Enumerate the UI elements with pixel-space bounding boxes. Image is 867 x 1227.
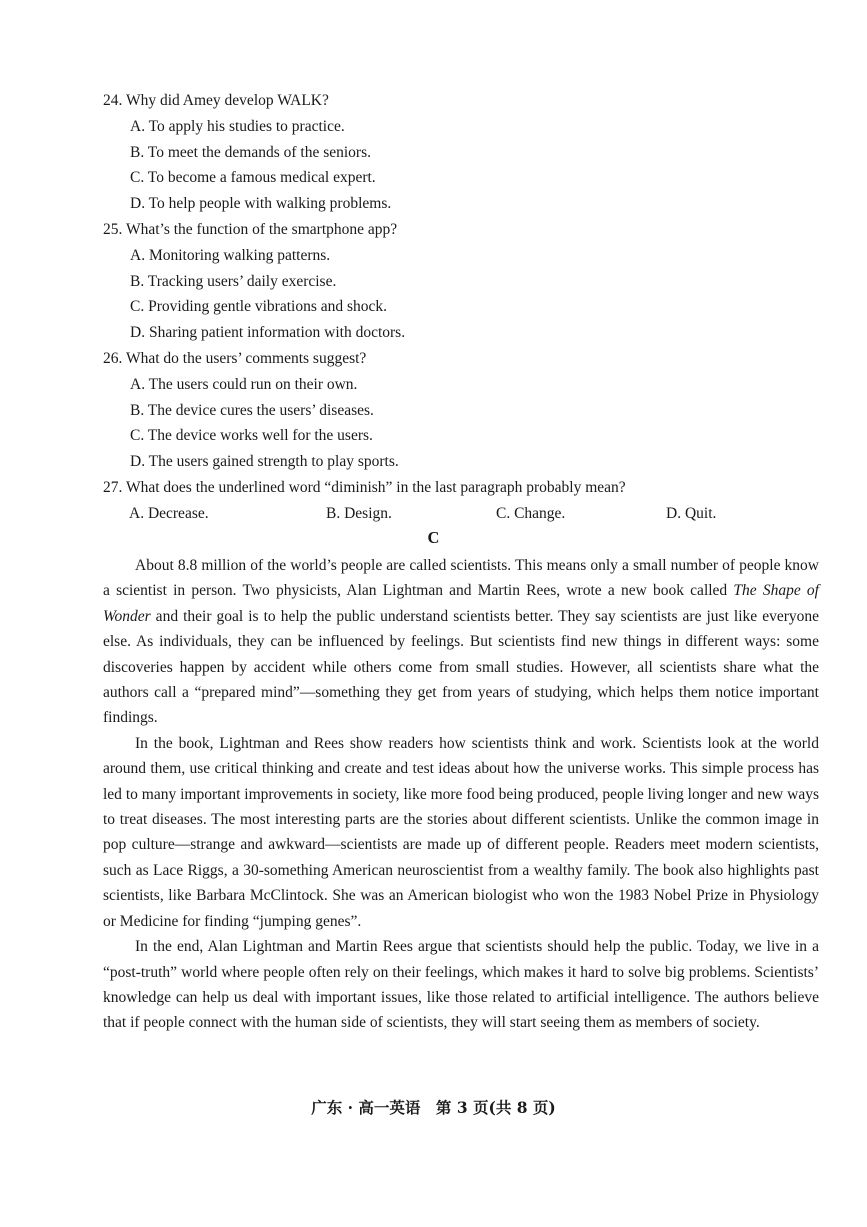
question-stem: 24. Why did Amey develop WALK?	[103, 92, 329, 109]
reading-passage	[103, 553, 819, 1036]
paragraph-2: In the book, Lightman and Rees show readers how scientists think and work. Scientists look at the world around them, use critical thinking and create and test ideas about how the universe works. This simple process has led to many important improvements in society, like more food being produced, people living longer and new ways to treat diseases. The most interesting parts are the stories about different scientists. Unlike the common image in pop culture—strange and awkward—scientists are made up of different people. Readers meet modern scientists, such as Lace Riggs, a 30-something American neuroscientist from a wealthy family. The book also highlights past scientists, like Barbara McClintock. She was an American biologist who won the 1983 Nobel Prize in Physiology or Medicine for finding “jumping genes”.	[103, 734, 819, 930]
option-a: A. Decrease.	[129, 504, 209, 522]
option-row	[103, 501, 823, 527]
book-title: The Shape of Wonder	[103, 582, 819, 625]
option-d: D. The users gained strength to play sports.	[130, 453, 399, 471]
paragraph-text: and their goal is to help the public understand scientists better. They say scientists are just like everyone else. As individuals, they can be influenced by feelings. But scientists find new things in different ways: some discoveries happen by accident while others come from small studies. However, all scientists share what the authors call a “prepared mind”—something they get from years of studying, which helps them notice important findings.	[103, 607, 819, 727]
page-footer: 广东 · 高一英语 第 3 页(共 8 页)	[311, 1098, 556, 1117]
question-stem: 25. What’s the function of the smartphone app?	[103, 220, 398, 238]
question-26	[103, 346, 823, 475]
question-24	[103, 88, 823, 217]
option-a: A. The users could run on their own.	[130, 375, 358, 393]
option-d: D. Quit.	[666, 504, 717, 522]
paragraph-text: About 8.8 million of the world’s people are called scientists. This means only a small number of people know a scientist in person. Two physicists, Alan Lightman and Martin Rees, wrote a new book called	[103, 557, 819, 600]
question-25	[103, 217, 823, 346]
option-c: C. The device works well for the users.	[130, 427, 373, 445]
option-d: D. To help people with walking problems.	[130, 195, 392, 213]
section-heading: C	[427, 528, 440, 547]
option-d: D. Sharing patient information with doctors.	[130, 324, 406, 342]
option-a: A. Monitoring walking patterns.	[130, 246, 331, 264]
question-stem: 26. What do the users’ comments suggest?	[103, 349, 367, 367]
option-c: C. Change.	[496, 504, 566, 522]
option-c: C. Providing gentle vibrations and shock.	[130, 298, 388, 316]
option-b: B. Tracking users’ daily exercise.	[130, 272, 337, 290]
paragraph-1	[103, 553, 819, 731]
option-c: C. To become a famous medical expert.	[130, 169, 376, 187]
option-b: B. The device cures the users’ diseases.	[130, 401, 374, 419]
question-list	[103, 88, 823, 527]
option-b: B. Design.	[326, 504, 392, 522]
option-a: A. To apply his studies to practice.	[130, 117, 345, 135]
question-stem: 27. What does the underlined word “diminish” in the last paragraph probably mean?	[103, 478, 626, 496]
question-27	[103, 475, 823, 527]
paragraph-3: In the end, Alan Lightman and Martin Rees argue that scientists should help the public. Today, we live in a “post-truth” world where people often rely on their feelings, which makes it hard to solve big problems. Scientists’ knowledge can help us deal with important issues, like those related to artificial intelligence. The authors believe that if people connect with the human side of scientists, they will start seeing them as members of society.	[103, 938, 819, 1032]
option-b: B. To meet the demands of the seniors.	[130, 143, 371, 161]
